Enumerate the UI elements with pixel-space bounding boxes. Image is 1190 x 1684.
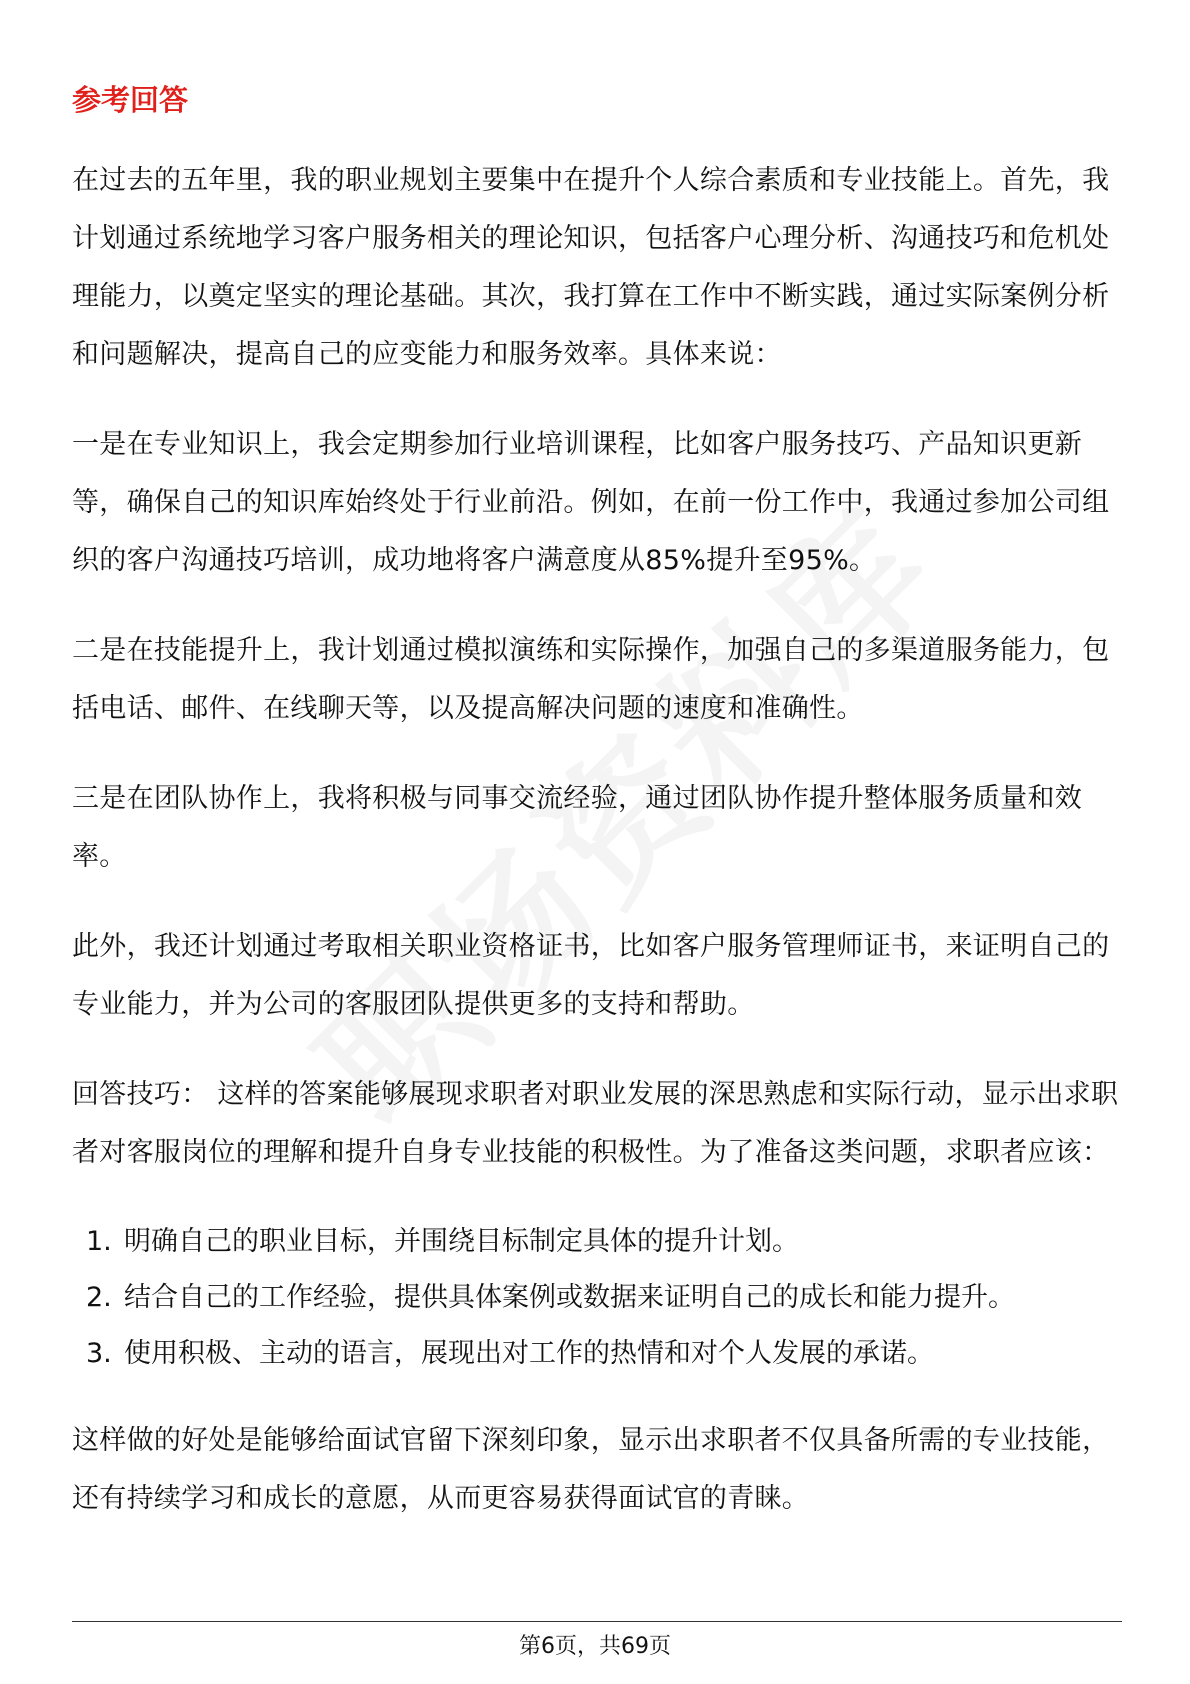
list-item-text: 结合自己的工作经验，提供具体案例或数据来证明自己的成长和能力提升。 bbox=[124, 1282, 1015, 1313]
tips-list bbox=[72, 1214, 1122, 1382]
list-item-number: 2. bbox=[86, 1282, 112, 1313]
footer-divider bbox=[72, 1621, 1122, 1622]
list-item bbox=[72, 1326, 1122, 1382]
page-content bbox=[72, 78, 1122, 1560]
paragraph-answer-tips: 回答技巧： 这样的答案能够展现求职者对职业发展的深思熟虑和实际行动，显示出求职者对客服岗位的理解和提升自身专业技能的积极性。为了准备这类问题，求职者应该： bbox=[72, 1079, 1119, 1168]
list-item-text: 明确自己的职业目标，并围绕目标制定具体的提升计划。 bbox=[124, 1226, 799, 1257]
list-item bbox=[72, 1214, 1122, 1270]
list-item-text: 使用积极、主动的语言，展现出对工作的热情和对个人发展的承诺。 bbox=[124, 1338, 934, 1369]
paragraph-point-three: 三是在团队协作上，我将积极与同事交流经验，通过团队协作提升整体服务质量和效率。 bbox=[72, 783, 1083, 872]
list-item-number: 3. bbox=[86, 1338, 112, 1369]
paragraph-point-one: 一是在专业知识上，我会定期参加行业培训课程，比如客户服务技巧、产品知识更新等，确保自己的知识库始终处于行业前沿。例如，在前一份工作中，我通过参加公司组织的客户沟通技巧培训，成功地将客户满意度从85%提升至95%。 bbox=[72, 429, 1110, 576]
list-item bbox=[72, 1270, 1122, 1326]
list-item-number: 1. bbox=[86, 1226, 112, 1257]
paragraph-closing: 这样做的好处是能够给面试官留下深刻印象，显示出求职者不仅具备所需的专业技能，还有持续学习和成长的意愿，从而更容易获得面试官的青睐。 bbox=[72, 1425, 1110, 1514]
paragraph-additional: 此外，我还计划通过考取相关职业资格证书，比如客户服务管理师证书，来证明自己的专业能力，并为公司的客服团队提供更多的支持和帮助。 bbox=[72, 931, 1110, 1020]
paragraph-point-two: 二是在技能提升上，我计划通过模拟演练和实际操作，加强自己的多渠道服务能力，包括电话、邮件、在线聊天等，以及提高解决问题的速度和准确性。 bbox=[72, 635, 1110, 724]
section-title: 参考回答 bbox=[72, 83, 189, 117]
page-number: 第6页，共69页 bbox=[519, 1634, 671, 1659]
paragraph-intro: 在过去的五年里，我的职业规划主要集中在提升个人综合素质和专业技能上。首先，我计划通过系统地学习客户服务相关的理论知识，包括客户心理分析、沟通技巧和危机处理能力，以奠定坚实的理论基础。其次，我打算在工作中不断实践，通过实际案例分析和问题解决，提高自己的应变能力和服务效率。具体来说： bbox=[72, 165, 1110, 370]
